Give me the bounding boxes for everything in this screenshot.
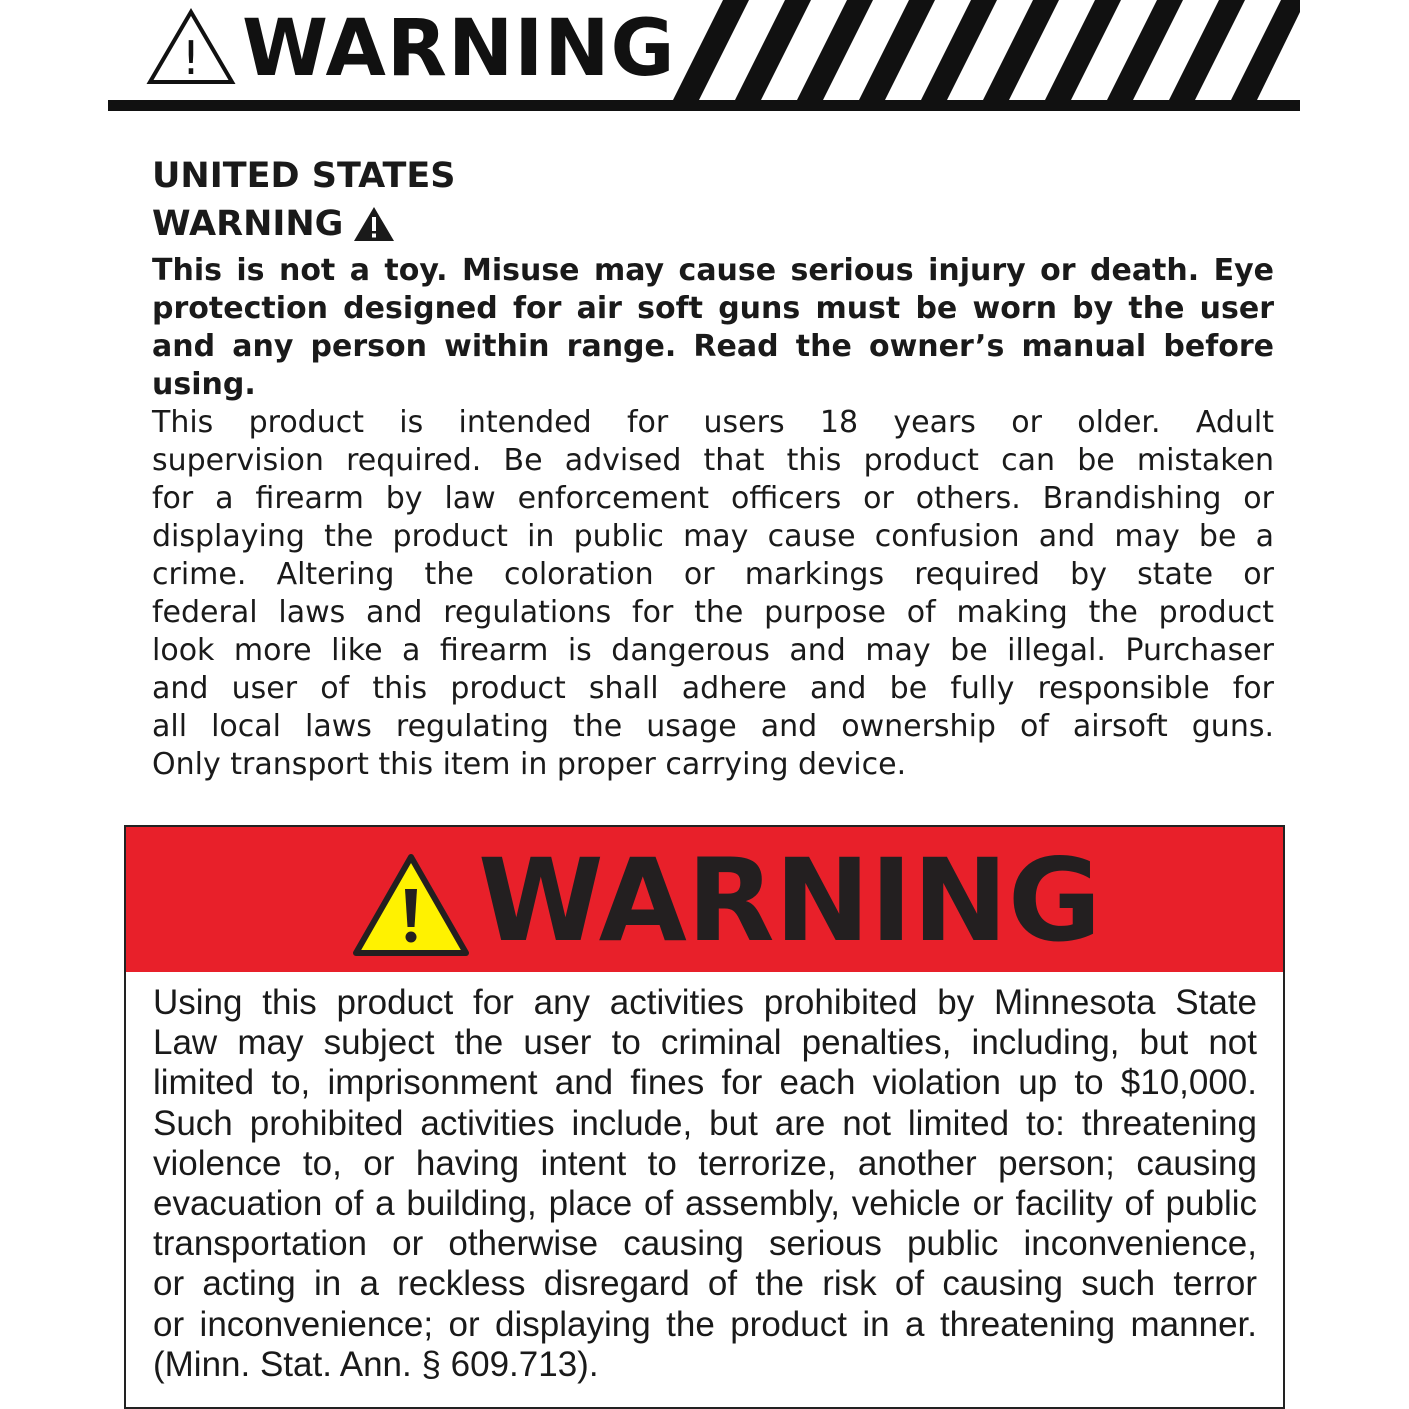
header-divider (108, 100, 1300, 111)
mn-body-line: evacuation of a building, place of assembly, vehicle or facility of public (153, 1184, 1257, 1224)
minnesota-warning-body (153, 983, 1257, 1385)
us-body-line: all local laws regulating the usage and ownership of airsoft guns. (152, 709, 1274, 744)
us-body-line: for a firearm by law enforcement officers or others. Brandishing or (152, 481, 1274, 516)
mn-body-line: transportation or otherwise causing serious public inconvenience, (153, 1224, 1257, 1264)
us-body-line: crime. Altering the coloration or markings required by state or (152, 557, 1274, 592)
mn-body-line: Using this product for any activities prohibited by Minnesota State (153, 983, 1257, 1022)
us-body-line: Only transport this item in proper carrying device. (152, 747, 907, 782)
us-body-line: federal laws and regulations for the purpose of making the product (152, 595, 1274, 630)
us-subheading (152, 200, 1274, 248)
top-warning-title: WARNING (242, 4, 676, 94)
us-body-line: displaying the product in public may cause confusion and may be a (152, 519, 1274, 554)
mn-body-line: (Minn. Stat. Ann. § 609.713). (153, 1344, 599, 1384)
hazard-stripes (673, 0, 1300, 100)
warning-triangle-filled-icon (353, 206, 395, 242)
mn-body-line: or inconvenience; or displaying the product in a threatening manner. (153, 1304, 1257, 1344)
top-warning-header (108, 0, 1300, 112)
us-warning-section (152, 152, 1274, 784)
mn-body-line: Law may subject the user to criminal penalties, including, but not (153, 1023, 1257, 1063)
us-bold-warning-text: This is not a toy. Misuse may cause serious injury or death. Eye protection designed for air soft guns must be worn by the user and any person within range. Read the owner’s manual before using. (152, 253, 1274, 402)
us-subheading-label: WARNING (152, 204, 344, 244)
minnesota-warning-banner (126, 827, 1283, 972)
us-body-line: supervision required. Be advised that this product can be mistaken (152, 443, 1274, 478)
mn-body-line: violence to, or having intent to terrorize, another person; causing (153, 1143, 1257, 1183)
minnesota-warning-box (124, 825, 1285, 1409)
mn-body-line: limited to, imprisonment and fines for each violation up to $10,000. (153, 1063, 1257, 1103)
minnesota-warning-title: WARNING (478, 834, 1102, 967)
us-body-line: look more like a firearm is dangerous and may be illegal. Purchaser (152, 633, 1274, 668)
mn-body-line: Such prohibited activities include, but are not limited to: threatening (153, 1103, 1257, 1143)
svg-text:!: ! (181, 31, 201, 85)
mn-body-line: or acting in a reckless disregard of the risk of causing such terror (153, 1264, 1257, 1304)
warning-triangle-outline-icon (146, 8, 236, 86)
us-body-line: This product is intended for users 18 years or older. Adult (152, 405, 1274, 440)
us-body-line: and user of this product shall adhere and be fully responsible for (152, 671, 1274, 706)
us-body-text (152, 404, 1274, 784)
us-heading: UNITED STATES (152, 156, 456, 196)
warning-triangle-yellow-icon (352, 853, 470, 957)
